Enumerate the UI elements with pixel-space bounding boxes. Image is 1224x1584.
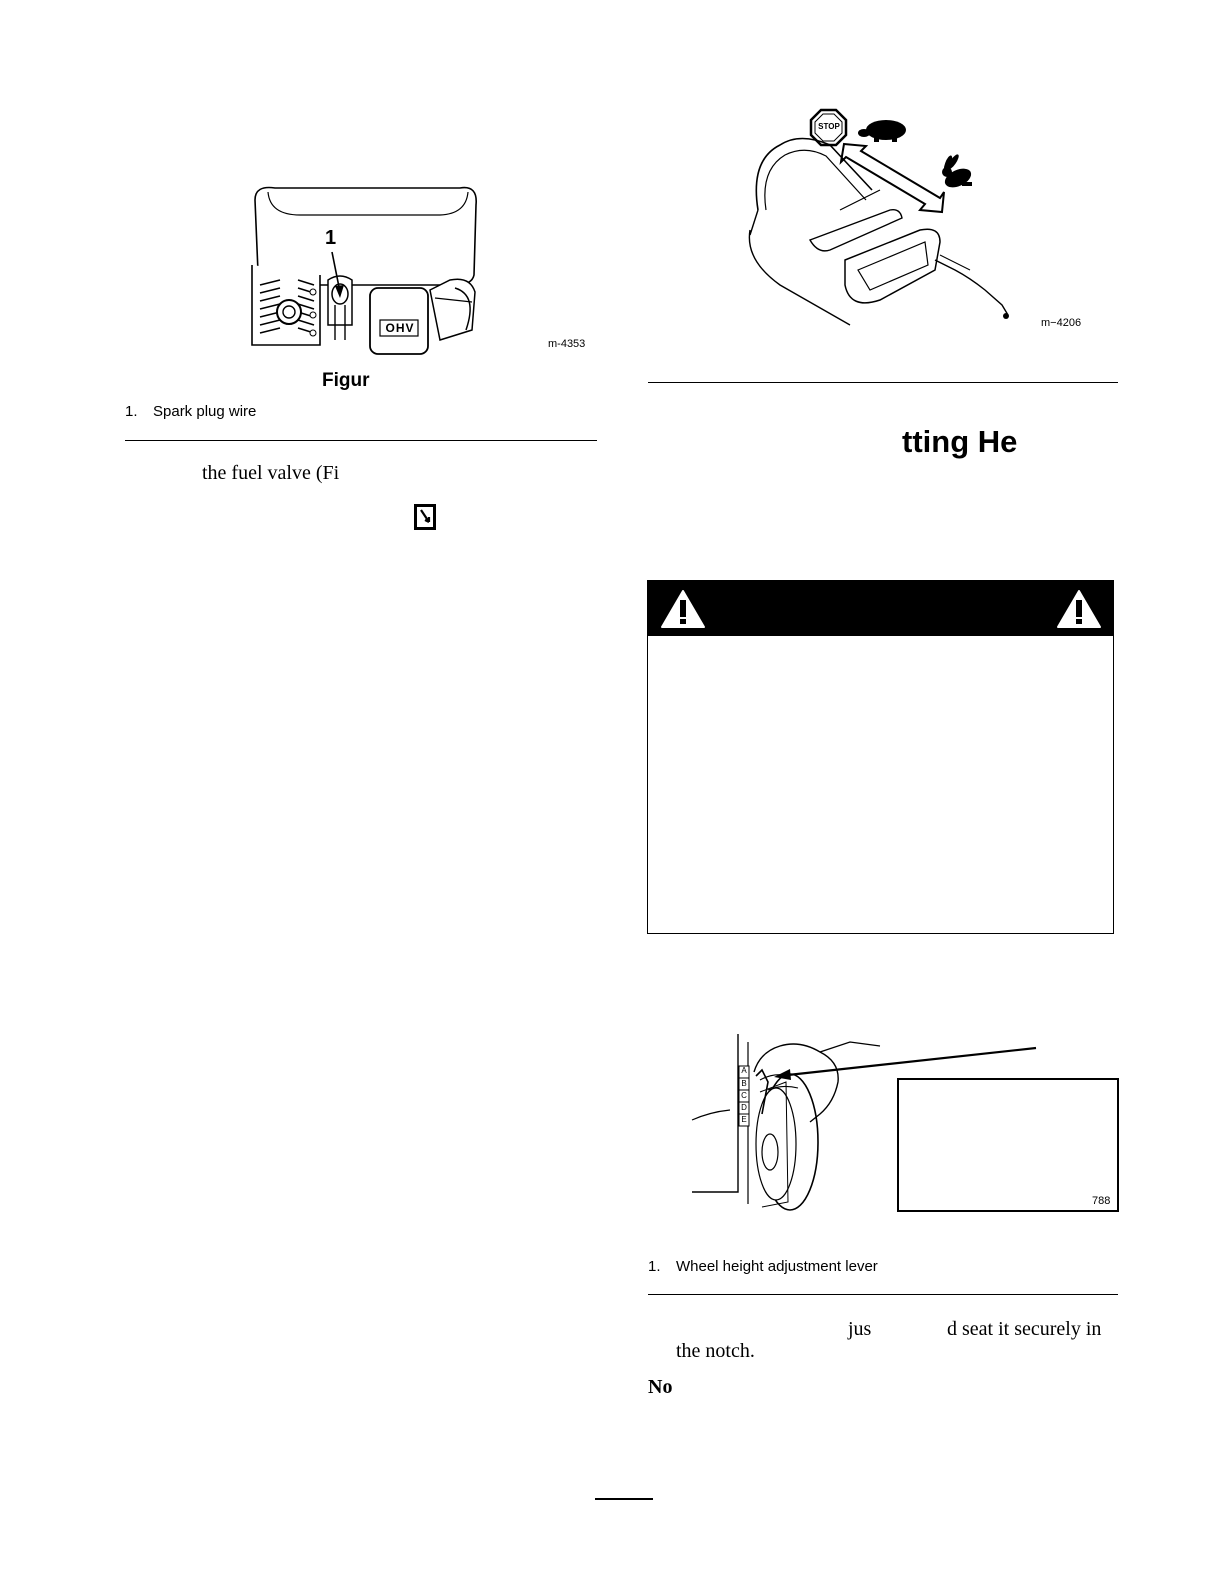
legend-label: Spark plug wire [153,403,257,420]
legend-number: 1. [648,1258,661,1275]
rabbit-icon [942,153,974,191]
fuel-valve-text: the fuel valve (Fi [202,462,340,484]
throttle-figure [740,100,1100,335]
figure-code: m-4353 [548,338,586,350]
figure-code: 788 [1092,1195,1111,1207]
figure-code: m−4206 [1041,317,1082,329]
throttle-illustration [740,100,1100,335]
legend-label: Wheel height adjustment lever [676,1258,878,1275]
wheel-height-illustration [690,1032,1120,1214]
divider-left [125,440,597,441]
warning-box [647,580,1114,934]
warning-header-bar [648,581,1113,636]
engine-badge-label: OHV [385,321,415,335]
warning-triangle-icon [1056,589,1102,634]
section-heading: tting He [902,424,1018,459]
engine-figure [240,180,600,360]
warning-triangle-icon [660,589,706,634]
stop-sign-label: STOP [818,122,840,131]
scale-letter-e: E [741,1115,747,1124]
turtle-icon [858,120,906,142]
body-text-line: the notch. [676,1340,755,1362]
wheel-height-figure [690,1032,1120,1214]
scale-letter-b: B [741,1079,747,1088]
legend-number: 1. [125,403,138,420]
figure-legend-item [648,1258,878,1275]
body-text-fragment: d seat it securely in [947,1318,1102,1340]
engine-illustration [240,180,600,360]
note-label: No [648,1376,673,1398]
body-text-fragment: jus [848,1318,872,1340]
scale-letter-d: D [741,1103,747,1112]
scale-letter-a: A [741,1066,747,1075]
fuel-valve-icon [414,504,436,530]
divider-right-bottom [648,1294,1118,1295]
scale-letter-c: C [741,1091,747,1100]
footer-rule [595,1498,653,1500]
figure-caption: Figur [322,370,370,391]
divider-right-top [648,382,1118,383]
figure-legend-item [125,403,256,420]
figure-callout-1: 1 [325,227,337,249]
